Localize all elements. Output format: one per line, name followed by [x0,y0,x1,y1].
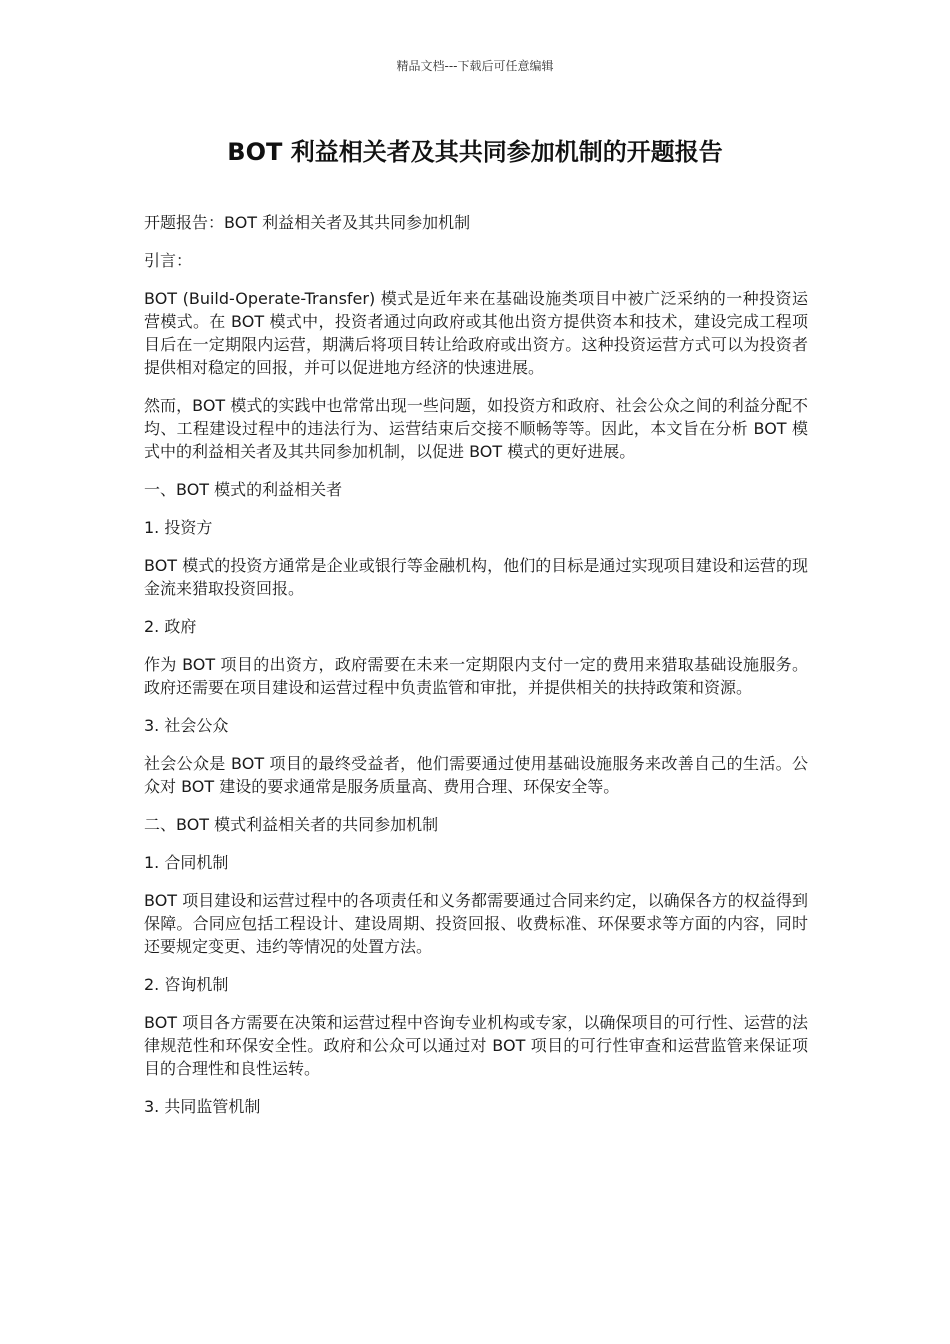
subheading-investors: 1. 投资方 [144,518,213,537]
document-body [144,211,808,1133]
paragraph-contract: BOT 项目建设和运营过程中的各项责任和义务都需要通过合同来约定，以确保各方的权益得到保障。合同应包括工程设计、建设周期、投资回报、收费标准、环保要求等方面的内容，同时还要规定变更、违约等情况的处置方法。 [144,891,808,956]
header-note: 精品文档---下载后可任意编辑 [396,59,554,73]
paragraph-intro-label: 引言： [144,251,193,270]
paragraph-public: 社会公众是 BOT 项目的最终受益者，他们需要通过使用基础设施服务来改善自己的生活。公众对 BOT 建设的要求通常是服务质量高、费用合理、环保安全等。 [144,754,808,796]
paragraph-consulting: BOT 项目各方需要在决策和运营过程中咨询专业机构或专家，以确保项目的可行性、运营的法律规范性和环保安全性。政府和公众可以通过对 BOT 项目的可行性审查和运营监管来保证项目的合理性和良性运转。 [144,1013,808,1078]
paragraph-intro-bot-definition: BOT (Build-Operate-Transfer) 模式是近年来在基础设施类项目中被广泛采纳的一种投资运营模式。在 BOT 模式中，投资者通过向政府或其他出资方提供资本和技术，建设完成工程项目后在一定期限内运营，期满后将项目转让给政府或出资方。这种投资运营方式可以为投资者提供相对稳定的回报，并可以促进地方经济的快速进展。 [144,289,808,377]
paragraph-report-subject: 开题报告：BOT 利益相关者及其共同参加机制 [144,213,471,232]
section-heading-stakeholders: 一、BOT 模式的利益相关者 [144,480,343,499]
subheading-contract: 1. 合同机制 [144,853,229,872]
subheading-consulting: 2. 咨询机制 [144,975,229,994]
document-title: BOT 利益相关者及其共同参加机制的开题报告 [227,138,723,166]
section-heading-mechanisms: 二、BOT 模式利益相关者的共同参加机制 [144,815,439,834]
paragraph-intro-problems: 然而，BOT 模式的实践中也常常出现一些问题，如投资方和政府、社会公众之间的利益分配不均、工程建设过程中的违法行为、运营结束后交接不顺畅等等。因此，本文旨在分析 BOT 模式中的利益相关者及其共同参加机制，以促进 BOT 模式的更好进展。 [144,396,808,461]
paragraph-investors: BOT 模式的投资方通常是企业或银行等金融机构，他们的目标是通过实现项目建设和运营的现金流来猎取投资回报。 [144,556,808,598]
subheading-government: 2. 政府 [144,617,197,636]
subheading-joint-supervision: 3. 共同监管机制 [144,1097,261,1116]
subheading-public: 3. 社会公众 [144,716,229,735]
paragraph-government: 作为 BOT 项目的出资方，政府需要在未来一定期限内支付一定的费用来猎取基础设施服务。政府还需要在项目建设和运营过程中负责监管和审批，并提供相关的扶持政策和资源。 [144,655,808,697]
